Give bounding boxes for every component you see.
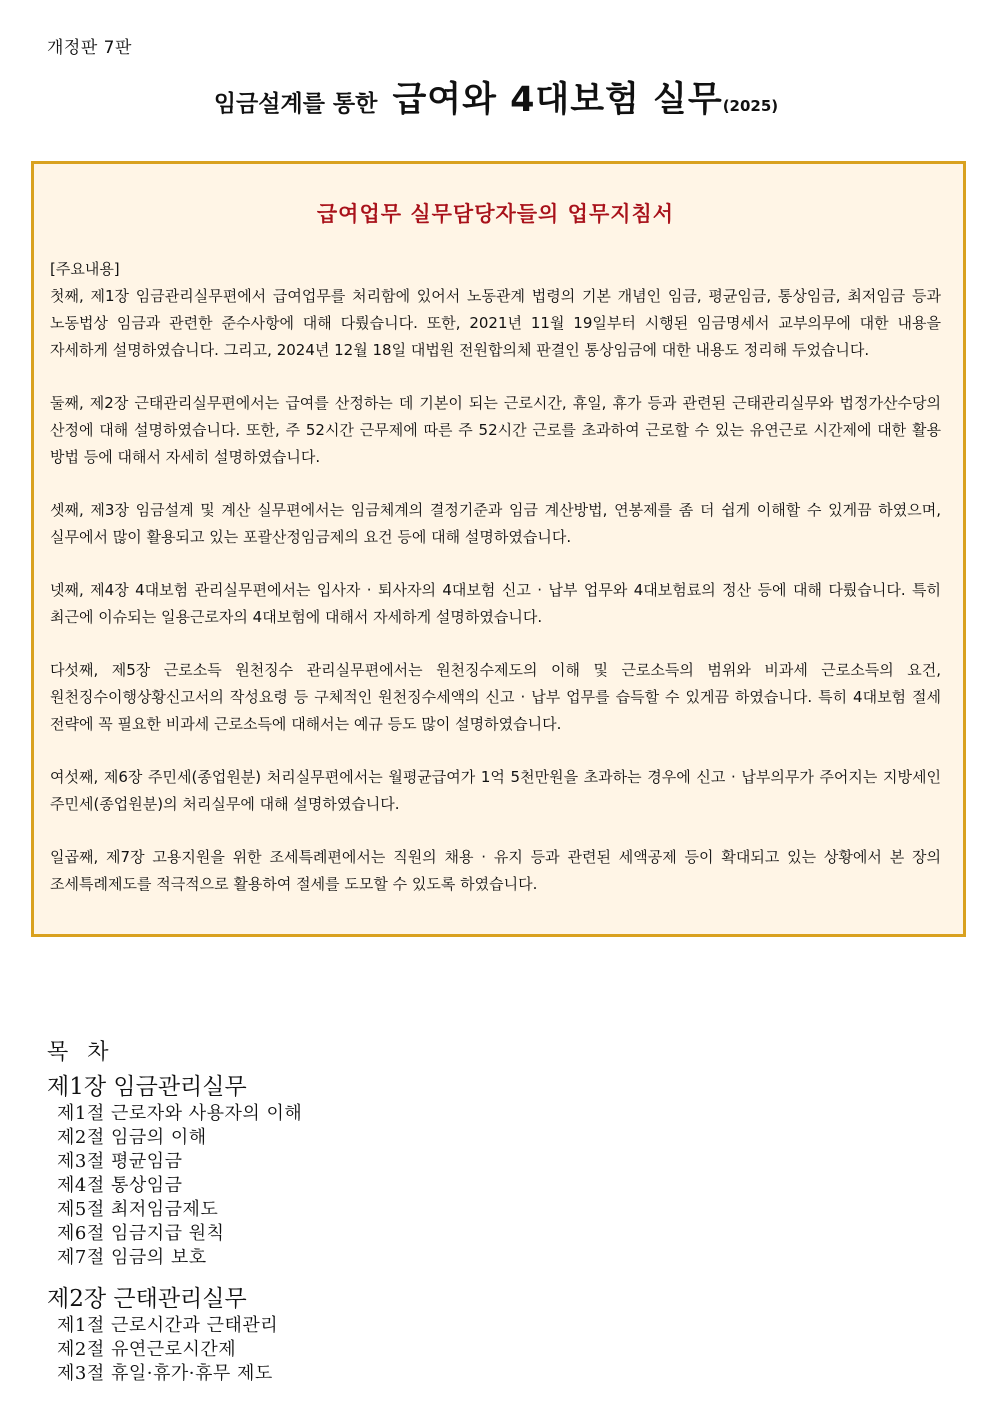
summary-box bbox=[31, 161, 966, 937]
summary-paragraph: 여섯째, 제6장 주민세(종업원분) 처리실무편에서는 월평균급여가 1억 5천만원을 초과하는 경우에 신고 · 납부의무가 주어지는 지방세인 주민세(종업원분)의 처리실무에 대해 설명하였습니다. bbox=[50, 768, 941, 813]
section-item: 제2절 임금의 이해 bbox=[57, 1127, 207, 1148]
chapter-title: 제2장 근태관리실무 bbox=[47, 1286, 247, 1312]
toc-chapter-2 bbox=[47, 1284, 302, 1386]
summary-paragraph: 일곱째, 제7장 고용지원을 위한 조세특례편에서는 직원의 채용 · 유지 등과 관련된 세액공제 등이 확대되고 있는 상황에서 본 장의 조세특례제도를 적극적으로 활용하여 절세를 도모할 수 있도록 하였습니다. bbox=[50, 848, 941, 893]
section-item: 제7절 임금의 보호 bbox=[57, 1247, 207, 1268]
summary-paragraph: 넷째, 제4장 4대보험 관리실무편에서는 입사자 · 퇴사자의 4대보험 신고 · 납부 업무와 4대보험료의 정산 등에 대해 다뤘습니다. 특히 최근에 이슈되는 일용근로자의 4대보험에 대해서 자세하게 설명하였습니다. bbox=[50, 581, 941, 626]
toc-chapter-1 bbox=[47, 1072, 302, 1270]
section-item: 제1절 근로시간과 근태관리 bbox=[57, 1315, 279, 1336]
title-prefix: 임금설계를 통한 bbox=[213, 91, 378, 117]
section-item: 제3절 평균임금 bbox=[57, 1151, 183, 1172]
toc-heading: 목 차 bbox=[47, 1040, 115, 1065]
summary-paragraph: 둘째, 제2장 근태관리실무편에서는 급여를 산정하는 데 기본이 되는 근로시간, 휴일, 휴가 등과 관련된 근태관리실무와 법정가산수당의 산정에 대해 설명하였습니다. 또한, 주 52시간 근무제에 따른 주 52시간 근로를 초과하여 근로할 수 있는 유연근로 시간제에 대한 활용 방법 등에 대해서 자세히 설명하였습니다. bbox=[50, 394, 941, 466]
section-item: 제2절 유연근로시간제 bbox=[57, 1339, 237, 1360]
summary-heading: 급여업무 실무담당자들의 업무지침서 bbox=[316, 202, 675, 226]
section-item: 제5절 최저임금제도 bbox=[57, 1199, 219, 1220]
summary-paragraph: 셋째, 제3장 임금설계 및 계산 실무편에서는 임금체계의 결정기준과 임금 계산방법, 연봉제를 좀 더 쉽게 이해할 수 있게끔 하였으며, 실무에서 많이 활용되고 있는 포괄산정임금제의 요건 등에 대해 설명하였습니다. bbox=[50, 501, 941, 546]
section-item: 제6절 임금지급 원칙 bbox=[57, 1223, 225, 1244]
document-title bbox=[0, 72, 992, 122]
summary-paragraph: 다섯째, 제5장 근로소득 원천징수 관리실무편에서는 원천징수제도의 이해 및 근로소득의 범위와 비과세 근로소득의 요건, 원천징수이행상황신고서의 작성요령 등 구체적인 원천징수세액의 신고 · 납부 업무를 습득할 수 있게끔 하였습니다. 특히 4대보험 절세 전략에 꼭 필요한 비과세 근로소득에 대해서는 예규 등도 많이 설명하였습니다. bbox=[50, 661, 941, 733]
section-item: 제1절 근로자와 사용자의 이해 bbox=[57, 1103, 303, 1124]
section-item: 제4절 통상임금 bbox=[57, 1175, 183, 1196]
chapter-title: 제1장 임금관리실무 bbox=[47, 1074, 247, 1100]
section-item: 제3절 휴일·휴가·휴무 제도 bbox=[57, 1363, 273, 1384]
edition-label: 개정판 7판 bbox=[47, 38, 132, 58]
title-main: 급여와 4대보험 실무 bbox=[392, 80, 723, 120]
summary-label: [주요내용] bbox=[50, 260, 120, 278]
title-year: (2025) bbox=[722, 97, 779, 115]
table-of-contents bbox=[47, 1035, 302, 1400]
summary-paragraph: 첫째, 제1장 임금관리실무편에서 급여업무를 처리함에 있어서 노동관계 법령의 기본 개념인 임금, 평균임금, 통상임금, 최저임금 등과 노동법상 임금과 관련한 준수사항에 대해 다뤘습니다. 또한, 2021년 11월 19일부터 시행된 임금명세서 교부의무에 대한 내용을 자세하게 설명하였습니다. 그리고, 2024년 12월 18일 대법원 전원합의체 판결인 통상임금에 대한 내용도 정리해 두었습니다. bbox=[50, 287, 942, 359]
